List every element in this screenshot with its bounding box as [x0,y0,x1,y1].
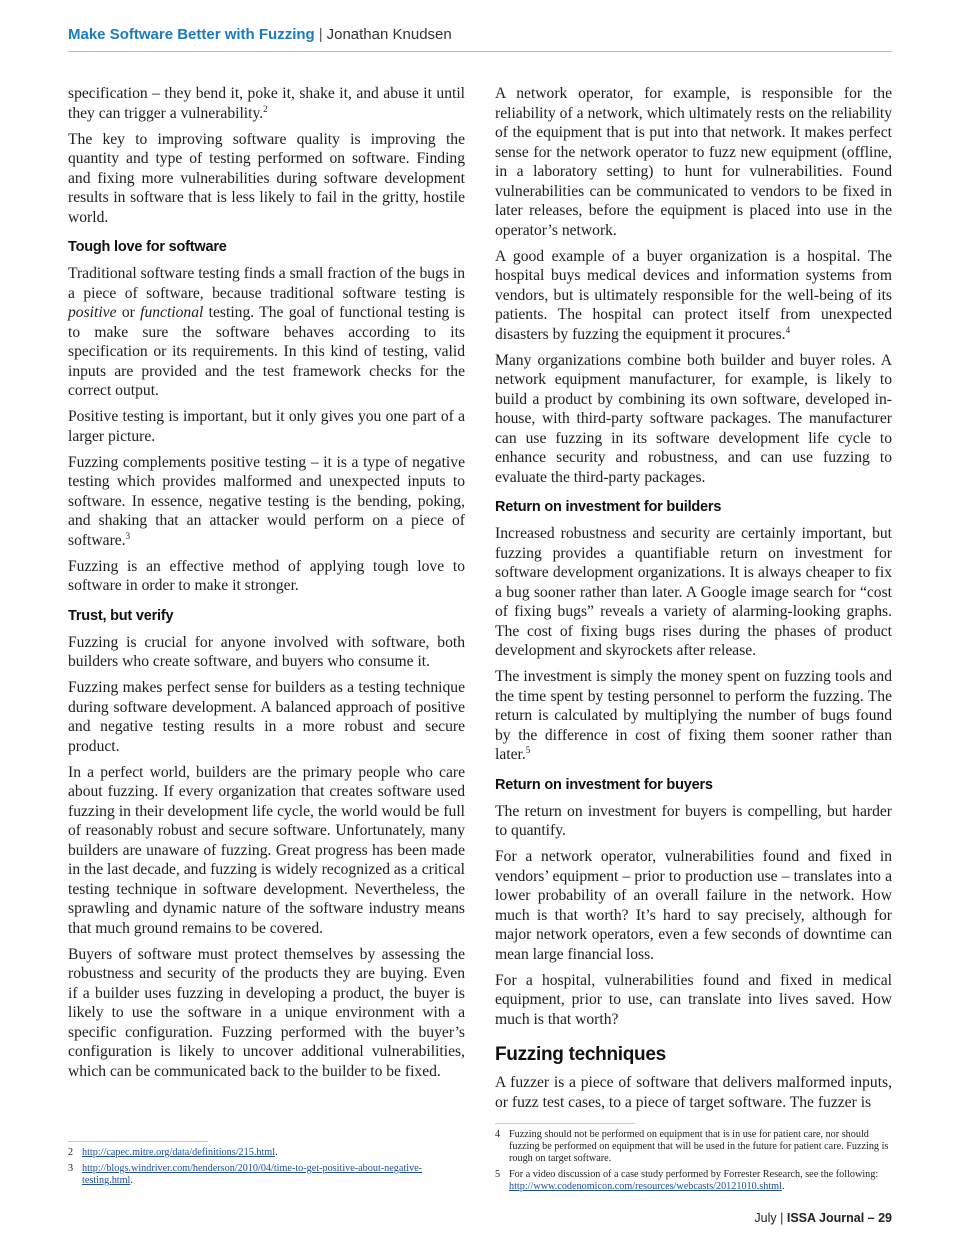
header-divider [68,51,892,52]
header-separator: | [318,26,323,43]
footnote: 4 Fuzzing should not be performed on equipment that is in use for patient care, nor should fuzzing be performed on equipment that will be used in the future for patient care. Fuzzing is rough on target software. [495,1129,889,1164]
article-title: Make Software Better with Fuzzing [68,26,315,43]
paragraph: For a network operator, vulnerabilities found and fixed in vendors’ equipment – prior to production use – translates into a lower probability of an overall failure in the network. How much is that worth? It’s hard to say precisely, although for major network operators, even a few seconds of downtime can mean large financial loss. [495,848,892,963]
footnote-ref[interactable]: 2 [263,103,268,114]
footnote-ref[interactable]: 5 [525,745,531,755]
article-author: Jonathan Knudsen [326,26,452,43]
paragraph: Fuzzing makes perfect sense for builders as a testing technique during software development. A balanced approach of positive and negative testing results in a more robust and secure product. [68,679,465,755]
footer-separator: | [780,1211,784,1225]
right-column [495,84,892,1119]
footnote-link[interactable]: http://www.codenomicon.com/resources/webcasts/20121010.shtml [509,1181,782,1192]
paragraph: For a hospital, vulnerabilities found and fixed in medical equipment, prior to use, can translate into lives saved. How much is that worth? [495,971,892,1028]
footnote: 3 http://blogs.windriver.com/henderson/2010/04/time-to-get-positive-about-negative-testing.html. [68,1163,423,1186]
footnote: 2 http://capec.mitre.org/data/definitions/215.html. [68,1147,278,1158]
section-heading-tough-love: Tough love for software [68,239,227,255]
paragraph: The key to improving software quality is improving the quantity and type of testing performed on software. Finding and fixing more vulnerabilities during software development results in software that is less likely to fail in the gritty, hostile world. [68,130,465,226]
footnote-divider [495,1123,635,1124]
paragraph: Fuzzing is crucial for anyone involved with software, both builders who create software, and buyers who consume it. [68,633,465,670]
footnotes-right [495,1129,892,1197]
footnotes-left [68,1147,465,1191]
left-column [68,84,465,1088]
paragraph: specification – they bend it, poke it, shake it, and abuse it until they can trigger a vulnerability.$^2$ [68,85,465,122]
journal-page-number: ISSA Journal – 29 [786,1211,892,1225]
paragraph: The investment is simply the money spent on fuzzing tools and the time spent by testing personnel to perform the fuzzing. The return is calculated by multiplying the number of bugs found by the difference in cost of fixing them sooner rather than later.$^5$ [495,668,892,763]
footnote-divider [68,1141,208,1142]
paragraph: Traditional software testing finds a small fraction of the bugs in a piece of software, because traditional software testing is positive or functional testing. The goal of functional testing is to make sure the software behaves according to its specification or its requirements. In this kind of testing, valid inputs are provided and the test framework checks for the correct output. [68,265,465,399]
running-header [68,26,892,52]
paragraph: A good example of a buyer organization is a hospital. The hospital buys medical devices and information systems from vendors, but is ultimately responsible for the well-being of its patients. The hospital can protect itself from unexpected disasters by fuzzing the equipment it procures.$^4$ [495,247,892,343]
footnote-link[interactable]: http://capec.mitre.org/data/definitions/215.html [82,1147,276,1158]
paragraph: Buyers of software must protect themselves by assessing the robustness and security of the products they are buying. Even if a builder uses fuzzing in developing a product, the buyer is likely to use the software in a unique environment with a specific configuration. Fuzzing performed with the buyer’s configuration is likely to uncover additional vulnerabilities, which can be communicated back to the builder to be fixed. [68,945,465,1080]
section-heading-fuzzing-techniques: Fuzzing techniques [495,1044,666,1065]
paragraph: Many organizations combine both builder and buyer roles. A network equipment manufacturer, for example, is likely to build a product by combining its own software, developed in-house, with third-party software packages. The manufacturer can use fuzzing in its software development life cycle to enhance security and robustness, and can use fuzzing to evaluate the third-party packages. [495,351,892,486]
footnote: 5 For a video discussion of a case study performed by Forrester Research, see the following: http://www.codenomicon.com/resources/webcasts/20121010.shtml. [495,1169,879,1192]
paragraph: The return on investment for buyers is compelling, but harder to quantify. [495,802,892,839]
paragraph: Fuzzing is an effective method of applying tough love to software in order to make it stronger. [68,557,465,594]
footnote-link[interactable]: http://blogs.windriver.com/henderson/2010/04/time-to-get-positive-about-negative-testing.html [82,1163,423,1186]
paragraph: In a perfect world, builders are the primary people who care about fuzzing. If every organization that creates software used fuzzing in their development life cycle, the world would be full of reasonably robust and secure software. Unfortunately, many builders are unaware of fuzzing. Great progress has been made in the last decade, and fuzzing is widely recognized as a critical testing technique in software development. Nevertheless, the sprawling and dynamic nature of the software industry means that much ground remains to be covered. [68,763,465,937]
section-heading-roi-builders: Return on investment for builders [495,499,722,515]
paragraph: A network operator, for example, is responsible for the reliability of a network, which ultimately rests on the reliability of the equipment that is put into that network. It makes perfect sense for the network operator to fuzz new equipment (offline, in a laboratory setting) to hunt for vulnerabilities. Found vulnerabilities can be communicated to vendors to be fixed in later releases, before the equipment is placed into use in the operator’s network. [495,85,892,239]
section-heading-trust-verify: Trust, but verify [68,607,174,624]
paragraph: A fuzzer is a piece of software that delivers malformed inputs, or fuzz test cases, to a piece of target software. The fuzzer is [495,1074,892,1111]
paragraph: Positive testing is important, but it only gives you one part of a larger picture. [68,408,465,445]
footnote-ref[interactable]: 3 [125,530,131,541]
paragraph: Increased robustness and security are certainly important, but fuzzing provides a quantifiable return on investment for software development organizations. It is always cheaper to fix a bug sooner rather than later. A Google image search for “cost of fixing bugs” reveals a variety of alarming-looking graphs. The cost of fixing bugs rises during the phases of product development and skyrockets after release. [495,525,892,659]
issue-month: July [754,1211,777,1225]
paragraph: Fuzzing complements positive testing – it is a type of negative testing which provides malformed and unexpected inputs to software. In essence, negative testing is the bending, poking, and shaking that an attacker would perform on a piece of software.$^3$ [68,453,465,549]
page-footer [754,1211,892,1225]
footnote-ref[interactable]: 4 [785,324,791,335]
section-heading-roi-buyers: Return on investment for buyers [495,776,713,793]
